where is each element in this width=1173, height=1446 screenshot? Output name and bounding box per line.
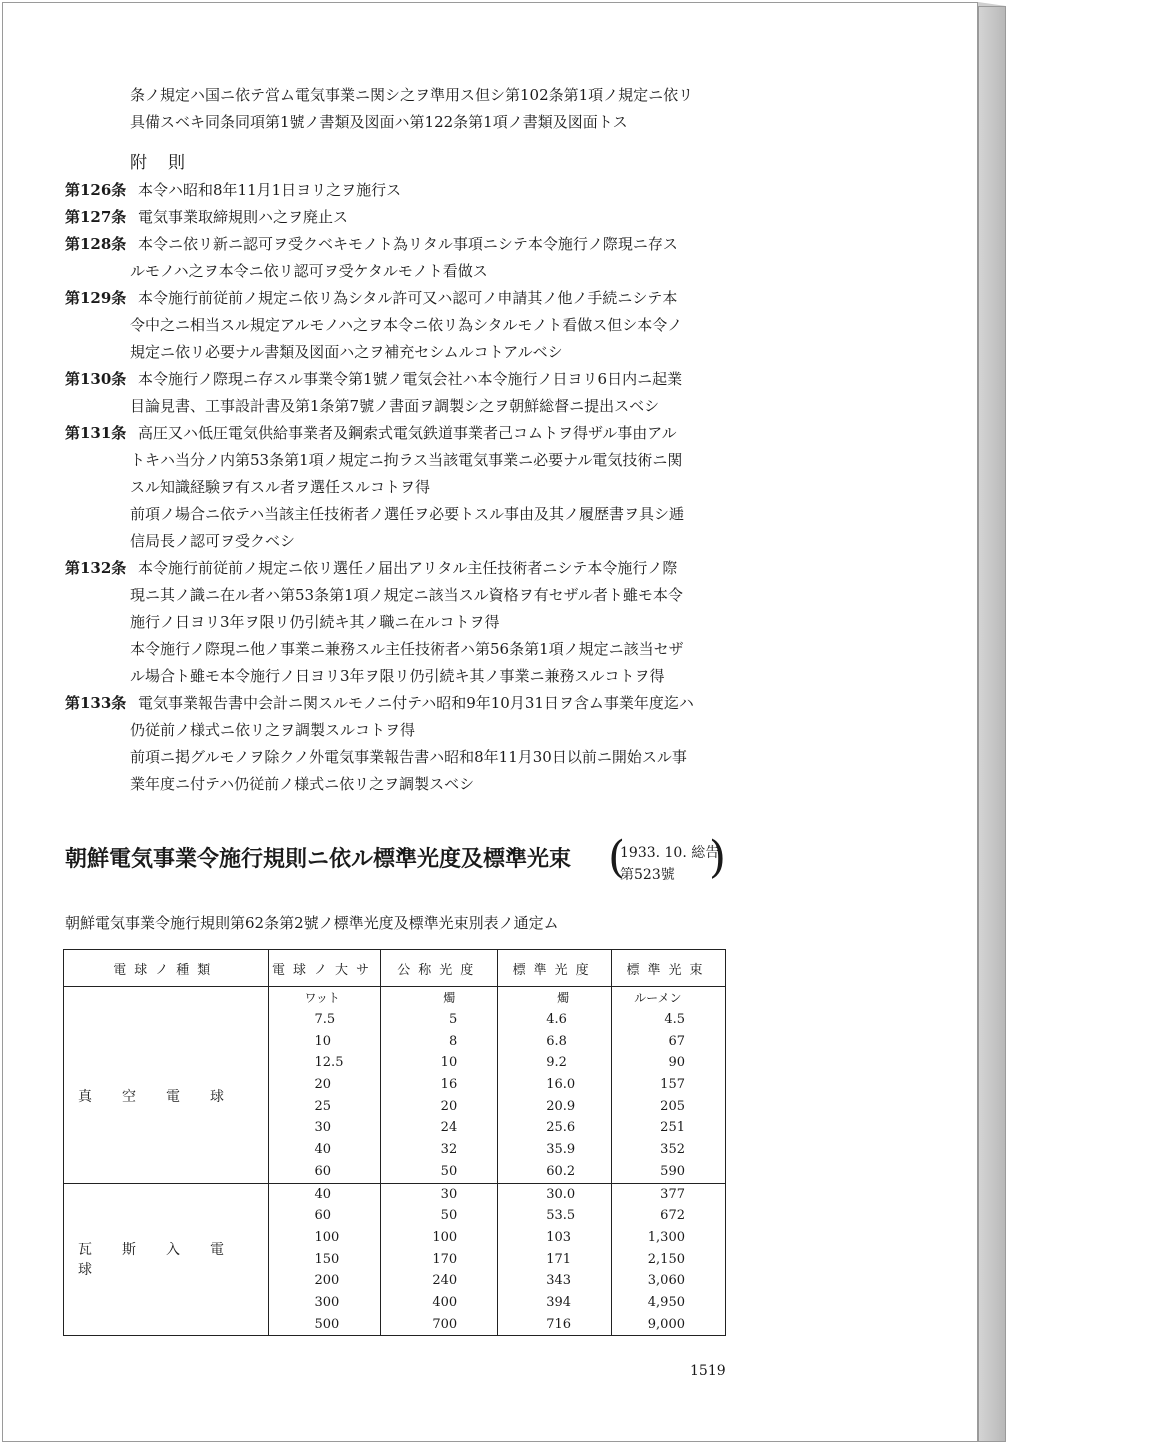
lamp-size-value: 60 bbox=[314, 1163, 332, 1179]
nominal-intensity-value: 50 bbox=[440, 1208, 458, 1224]
standard-flux-column bbox=[612, 1009, 726, 1183]
nominal-intensity-value: 240 bbox=[432, 1273, 458, 1289]
supplementary-heading: 附 則 bbox=[130, 153, 187, 173]
standard-intensity-column bbox=[498, 1009, 612, 1183]
standard-flux-value: 4.5 bbox=[664, 1012, 685, 1027]
article-number: 第133条 bbox=[65, 694, 127, 712]
standard-intensity-value: 394 bbox=[546, 1294, 572, 1310]
nominal-intensity-value: 10 bbox=[440, 1055, 458, 1071]
standard-intensity-value: 171 bbox=[546, 1251, 572, 1267]
article-number: 第129条 bbox=[65, 289, 127, 307]
article-text-line: 本令施行ノ際現ニ他ノ事業ニ兼務スル主任技術者ハ第56条第1項ノ規定ニ該当セザ bbox=[130, 640, 684, 658]
citation-line-2: 第523號 bbox=[620, 867, 675, 883]
standard-flux-value: 90 bbox=[668, 1055, 685, 1071]
nominal-intensity-column bbox=[381, 1183, 498, 1336]
unit-label: ワット bbox=[268, 987, 381, 1010]
citation-close-paren: ) bbox=[708, 832, 726, 883]
standard-intensity-value: 53.5 bbox=[546, 1208, 576, 1224]
lamp-size-value: 40 bbox=[314, 1142, 332, 1158]
standard-intensity-value: 4.6 bbox=[546, 1012, 567, 1027]
standard-flux-value: 377 bbox=[660, 1186, 685, 1202]
standard-flux-value: 251 bbox=[660, 1120, 685, 1136]
article-text-line: スル知識経験ヲ有スル者ヲ選任スルコトヲ得 bbox=[130, 478, 431, 496]
standard-intensity-value: 103 bbox=[546, 1229, 572, 1245]
table-group-row bbox=[64, 1009, 726, 1183]
page-edge-shadow bbox=[978, 6, 1006, 1442]
standard-intensity-value: 30.0 bbox=[546, 1186, 576, 1202]
article-number: 第127条 bbox=[65, 208, 127, 226]
nominal-intensity-value: 50 bbox=[440, 1163, 458, 1179]
nominal-intensity-value: 100 bbox=[432, 1229, 458, 1245]
article-text-line: 信局長ノ認可ヲ受クベシ bbox=[130, 532, 296, 550]
header-line-2: 具備スベキ同条同項第1號ノ書類及図面ハ第122条第1項ノ書類及図面トス bbox=[130, 113, 628, 131]
standard-flux-value: 1,300 bbox=[647, 1229, 685, 1245]
header-standard-intensity: 標準光度 bbox=[498, 950, 612, 987]
header-line-1: 条ノ規定ハ国ニ依テ営ム電気事業ニ関シ之ヲ準用ス但シ第102条第1項ノ規定ニ依リ bbox=[130, 86, 694, 104]
standard-intensity-value: 20.9 bbox=[546, 1098, 576, 1114]
header-size: 電球ノ大サ bbox=[268, 950, 381, 987]
citation bbox=[608, 832, 726, 886]
article-text-line: 本令施行前従前ノ規定ニ依リ選任ノ届出アリタル主任技術者ニシテ本令施行ノ際 bbox=[138, 559, 678, 577]
lamp-size-column bbox=[268, 1183, 381, 1336]
header-type: 電球ノ種類 bbox=[64, 950, 269, 987]
article-text-line: 電気事業取締規則ハ之ヲ廃止ス bbox=[138, 208, 349, 226]
table-group-row bbox=[64, 1183, 726, 1336]
article-text-line: 本令ニ依リ新ニ認可ヲ受クベキモノト為リタル事項ニシテ本令施行ノ際現ニ存ス bbox=[138, 235, 678, 253]
standard-flux-value: 2,150 bbox=[647, 1251, 685, 1267]
article-text-line: 本令施行ノ際現ニ存スル事業令第1號ノ電気会社ハ本令施行ノ日ヨリ6日内ニ起業 bbox=[138, 370, 683, 388]
nominal-intensity-value: 400 bbox=[432, 1294, 458, 1310]
section-intro: 朝鮮電気事業令施行規則第62条第2號ノ標準光度及標準光束別表ノ通定ム bbox=[65, 914, 559, 932]
article-number: 第131条 bbox=[65, 424, 127, 442]
units-blank bbox=[64, 987, 269, 1010]
nominal-intensity-value: 5 bbox=[448, 1012, 458, 1027]
header-nominal: 公称光度 bbox=[381, 950, 498, 987]
article-text-line: トキハ当分ノ内第53条第1項ノ規定ニ拘ラス当該電気事業ニ必要ナル電気技術ニ関 bbox=[130, 451, 683, 469]
standard-flux-value: 352 bbox=[660, 1142, 685, 1158]
unit-label: 燭 bbox=[381, 987, 498, 1010]
standard-intensity-value: 35.9 bbox=[546, 1142, 576, 1158]
standard-flux-column bbox=[612, 1183, 726, 1336]
article-text-line: 施行ノ日ヨリ3年ヲ限リ仍引続キ其ノ職ニ在ルコトヲ得 bbox=[130, 613, 500, 631]
article-text-line: 現ニ其ノ識ニ在ル者ハ第53条第1項ノ規定ニ該当スル資格ヲ有セザル者ト雖モ本令 bbox=[130, 586, 683, 604]
standard-intensity-value: 716 bbox=[546, 1316, 572, 1332]
lamp-size-value: 12.5 bbox=[314, 1055, 344, 1071]
nominal-intensity-value: 700 bbox=[432, 1316, 458, 1332]
nominal-intensity-value: 170 bbox=[432, 1251, 458, 1267]
standard-flux-value: 672 bbox=[660, 1208, 685, 1224]
standard-flux-value: 590 bbox=[660, 1163, 685, 1179]
lamp-type: 真空電球 bbox=[64, 1009, 269, 1183]
standard-intensity-value: 16.0 bbox=[546, 1077, 576, 1093]
standard-flux-value: 67 bbox=[668, 1033, 685, 1049]
article-text-line: 高圧又ハ低圧電気供給事業者及鋼索式電気鉄道事業者己コムトヲ得ザル事由アル bbox=[138, 424, 677, 442]
header-standard-flux: 標準光束 bbox=[612, 950, 726, 987]
article-text-line: 目論見書、工事設計書及第1条第7號ノ書面ヲ調製シ之ヲ朝鮮総督ニ提出スベシ bbox=[130, 397, 660, 415]
section-title: 朝鮮電気事業令施行規則ニ依ル標準光度及標準光束 bbox=[65, 846, 572, 872]
article-text-line: 規定ニ依リ必要ナル書類及図面ハ之ヲ補充セシムルコトアルベシ bbox=[130, 343, 563, 361]
unit-label: 燭 bbox=[498, 987, 612, 1010]
nominal-intensity-value: 8 bbox=[448, 1033, 458, 1049]
article-text-line: 前項ノ場合ニ依テハ当該主任技術者ノ選任ヲ必要トスル事由及其ノ履歴書ヲ具シ逓 bbox=[130, 505, 684, 523]
nominal-intensity-value: 24 bbox=[440, 1120, 458, 1136]
citation-line-1: 1933. 10. 総告 bbox=[620, 845, 720, 861]
article-text-line: 本令施行前従前ノ規定ニ依リ為シタル許可又ハ認可ノ申請其ノ他ノ手続ニシテ本 bbox=[138, 289, 678, 307]
lamp-size-value: 300 bbox=[314, 1294, 340, 1310]
standard-intensity-column bbox=[498, 1183, 612, 1336]
citation-open-paren: ( bbox=[608, 832, 626, 883]
standard-flux-value: 3,060 bbox=[647, 1273, 685, 1289]
standard-light-table bbox=[63, 949, 726, 1336]
lamp-size-column bbox=[268, 1009, 381, 1183]
article-number: 第128条 bbox=[65, 235, 127, 253]
nominal-intensity-value: 20 bbox=[440, 1098, 458, 1114]
article-number: 第130条 bbox=[65, 370, 127, 388]
standard-intensity-value: 60.2 bbox=[546, 1163, 576, 1179]
article-text-line: 前項ニ掲グルモノヲ除クノ外電気事業報告書ハ昭和8年11月30日以前ニ開始スル事 bbox=[130, 748, 687, 766]
article-text-line: 令中之ニ相当スル規定アルモノハ之ヲ本令ニ依リ為シタルモノト看做ス但シ本令ノ bbox=[130, 316, 683, 334]
article-text-line: 本令ハ昭和8年11月1日ヨリ之ヲ施行ス bbox=[138, 181, 402, 199]
article-number: 第126条 bbox=[65, 181, 127, 199]
lamp-size-value: 30 bbox=[314, 1120, 332, 1136]
lamp-size-value: 7.5 bbox=[314, 1012, 336, 1027]
article-number: 第132条 bbox=[65, 559, 127, 577]
lamp-size-value: 10 bbox=[314, 1033, 332, 1049]
standard-flux-value: 4,950 bbox=[647, 1294, 685, 1310]
standard-intensity-value: 343 bbox=[546, 1273, 572, 1289]
table-header-row bbox=[64, 950, 726, 987]
lamp-type: 瓦斯入電球 bbox=[64, 1183, 269, 1336]
lamp-size-value: 200 bbox=[314, 1273, 340, 1289]
nominal-intensity-value: 32 bbox=[440, 1142, 458, 1158]
standard-intensity-value: 9.2 bbox=[546, 1055, 567, 1071]
lamp-size-value: 20 bbox=[314, 1077, 332, 1093]
standard-flux-value: 205 bbox=[660, 1098, 685, 1114]
article-text-line: ルモノハ之ヲ本令ニ依リ認可ヲ受ケタルモノト看做ス bbox=[130, 262, 488, 280]
lamp-size-value: 150 bbox=[314, 1251, 340, 1267]
article-text-line: 電気事業報告書中会計ニ関スルモノニ付テハ昭和9年10月31日ヲ含ム事業年度迄ハ bbox=[138, 694, 694, 712]
nominal-intensity-value: 16 bbox=[440, 1077, 458, 1093]
unit-label: ルーメン bbox=[612, 987, 726, 1010]
lamp-size-value: 500 bbox=[314, 1316, 340, 1332]
lamp-size-value: 100 bbox=[314, 1229, 340, 1245]
standard-flux-value: 9,000 bbox=[647, 1316, 685, 1332]
page-number: 1519 bbox=[690, 1363, 726, 1379]
units-row bbox=[64, 987, 726, 1010]
standard-intensity-value: 6.8 bbox=[546, 1033, 567, 1049]
article-text-line: ル場合ト雖モ本令施行ノ日ヨリ3年ヲ限リ仍引続キ其ノ事業ニ兼務スルコトヲ得 bbox=[130, 667, 665, 685]
nominal-intensity-value: 30 bbox=[440, 1186, 458, 1202]
lamp-size-value: 25 bbox=[314, 1098, 332, 1114]
lamp-size-value: 40 bbox=[314, 1186, 332, 1202]
article-text-line: 仍従前ノ様式ニ依リ之ヲ調製スルコトヲ得 bbox=[130, 721, 416, 739]
lamp-size-value: 60 bbox=[314, 1208, 332, 1224]
standard-flux-value: 157 bbox=[660, 1077, 685, 1093]
article-text-line: 業年度ニ付テハ仍従前ノ様式ニ依リ之ヲ調製スベシ bbox=[130, 775, 475, 793]
nominal-intensity-column bbox=[381, 1009, 498, 1183]
standard-intensity-value: 25.6 bbox=[546, 1120, 576, 1136]
